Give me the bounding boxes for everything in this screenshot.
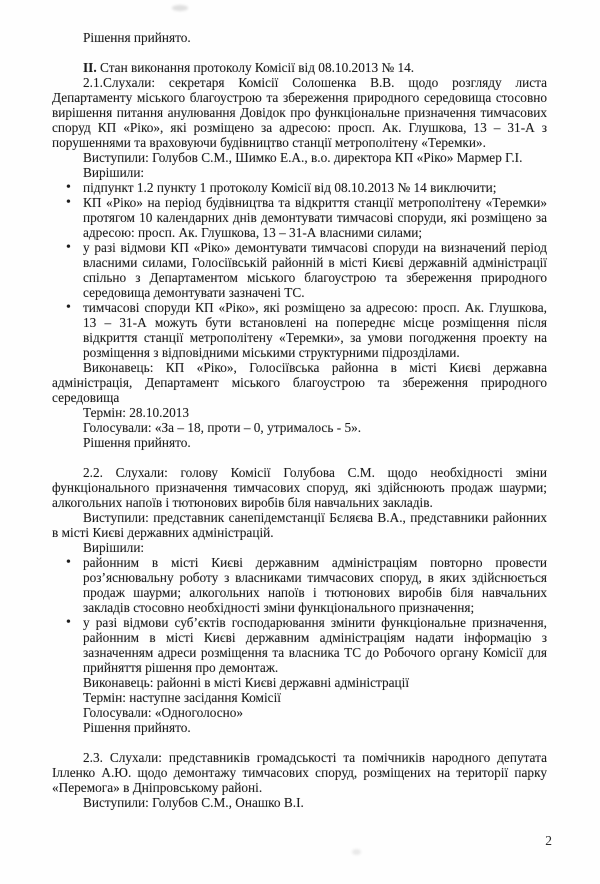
previous-resolution-line: Рішення прийнято.: [83, 30, 191, 45]
list-item: [52, 240, 547, 300]
page-number: 2: [545, 833, 552, 848]
item-2-2-vystupyly: Виступили: представник санепідемстанції Бєляєва В.А., представники районних в місті Києві державних адміністрацій.: [52, 510, 547, 540]
section-ii-number: II.: [83, 60, 97, 75]
list-item-text: у разі відмови КП «Ріко» демонтувати тимчасові споруди на визначений період власними силами, Голосіївській районній в місті Києві державній адміністрації спільно з Департаментом міського благоустрою та збереження природного середовища демонтувати зазначені ТС.: [83, 240, 547, 300]
blank-line: [52, 450, 547, 465]
item-2-2-sluhaly: 2.2. Слухали: голову Комісії Голубова С.М. щодо необхідності зміни функціонального призначення тимчасових споруд, які здійснюють продаж шаурми; алкогольних напоїв і тютюнових виробів біля навчальних закладів.: [52, 465, 547, 510]
list-item: [52, 300, 547, 360]
item-2-2-rishennia: Рішення прийнято.: [83, 720, 191, 735]
blank-line: [52, 735, 547, 750]
scan-artifact-smudge: [352, 849, 361, 855]
list-item: [52, 180, 547, 195]
list-item-text: у разі відмови суб’єктів господарювання змінити функціональне призначення, районним в місті Києві державним адміністраціям надати інформацію з зазначенням адреси розміщення та власника ТС до Робочого органу Комісії для прийняття рішення про демонтаж.: [83, 615, 547, 675]
list-item-text: підпункт 1.2 пункту 1 протоколу Комісії від 08.10.2013 № 14 виключити;: [83, 180, 497, 195]
list-item: [52, 555, 547, 615]
item-2-2-termin: Термін: наступне засідання Комісії: [83, 690, 281, 705]
item-2-1-holosuvaly: Голосували: «За – 18, проти – 0, утрималось - 5».: [83, 420, 362, 435]
item-2-2-holosuvaly: Голосували: «Одноголосно»: [83, 705, 244, 720]
list-item-text: тимчасові споруди КП «Ріко», які розміщено за адресою: просп. Ак. Глушкова, 13 – 31-А можуть бути встановлені на попереднє місце розміщення після відкриття станції метрополітену «Теремки», за умови погодження проекту на розміщення з відповідними міськими структурними підрозділами.: [83, 300, 547, 360]
item-2-1-sluhaly: 2.1.Слухали: секретаря Комісії Солошенка В.В. щодо розгляду листа Департаменту міського благоустрою та збереження природного середовища стосовно вирішення питання анулювання Довідок про функціональне призначення тимчасових споруд КП «Ріко», які розміщено за адресою: просп. Ак. Глушкова, 13 – 31-А з порушеннями та враховуючи будівництво станції метрополітену «Теремки».: [52, 75, 547, 150]
item-2-1-rishennia: Рішення прийнято.: [83, 435, 191, 450]
item-2-1-vyrishyly: Вирішили:: [83, 165, 145, 180]
list-item: [52, 615, 547, 675]
item-2-2-vyrishyly: Вирішили:: [83, 540, 145, 555]
item-2-1-decision-list: [52, 180, 547, 360]
item-2-2-vykonavets: Виконавець: районні в місті Києві державні адміністрації: [83, 675, 410, 690]
item-2-2-decision-list: [52, 555, 547, 675]
item-2-1-vystupyly: Виступили: Голубов С.М., Шимко Е.А., в.о. директора КП «Ріко» Мармер Г.І.: [83, 150, 523, 165]
item-2-3-sluhaly: 2.3. Слухали: представників громадськості та помічників народного депутата Ілленко А.Ю. щодо демонтажу тимчасових споруд, розміщених на території парку «Перемога» в Дніпровському районі.: [52, 750, 547, 795]
item-2-3-vystupyly: Виступили: Голубов С.М., Онашко В.І.: [83, 795, 304, 810]
item-2-1-termin: Термін: 28.10.2013: [83, 405, 190, 420]
section-ii-title: Стан виконання протоколу Комісії від 08.10.2013 № 14.: [96, 60, 415, 75]
list-item-text: районним в місті Києві державним адміністраціям повторно провести роз’яснювальну роботу з власниками тимчасових споруд, в яких здійснюється продаж шаурми; алкогольних напоїв і тютюнових виробів біля навчальних закладів стосовно необхідності зміни функціонального призначення;: [83, 555, 547, 615]
list-item-text: КП «Ріко» на період будівництва та відкриття станції метрополітену «Теремки» протягом 10 календарних днів демонтувати тимчасові споруди, які розміщено за адресою: просп. Ак. Глушкова, 13 – 31-А власними силами;: [83, 195, 547, 240]
list-item: [52, 195, 547, 240]
scan-artifact-smudge: [172, 5, 188, 11]
blank-line: [52, 45, 547, 60]
item-2-1-vykonavets: Виконавець: КП «Ріко», Голосіївська районна в місті Києві державна адміністрація, Департамент міського благоустрою та збереження природного середовища: [52, 360, 547, 405]
item-2-2-footer-block: [83, 675, 547, 735]
section-ii-heading: [52, 60, 547, 75]
